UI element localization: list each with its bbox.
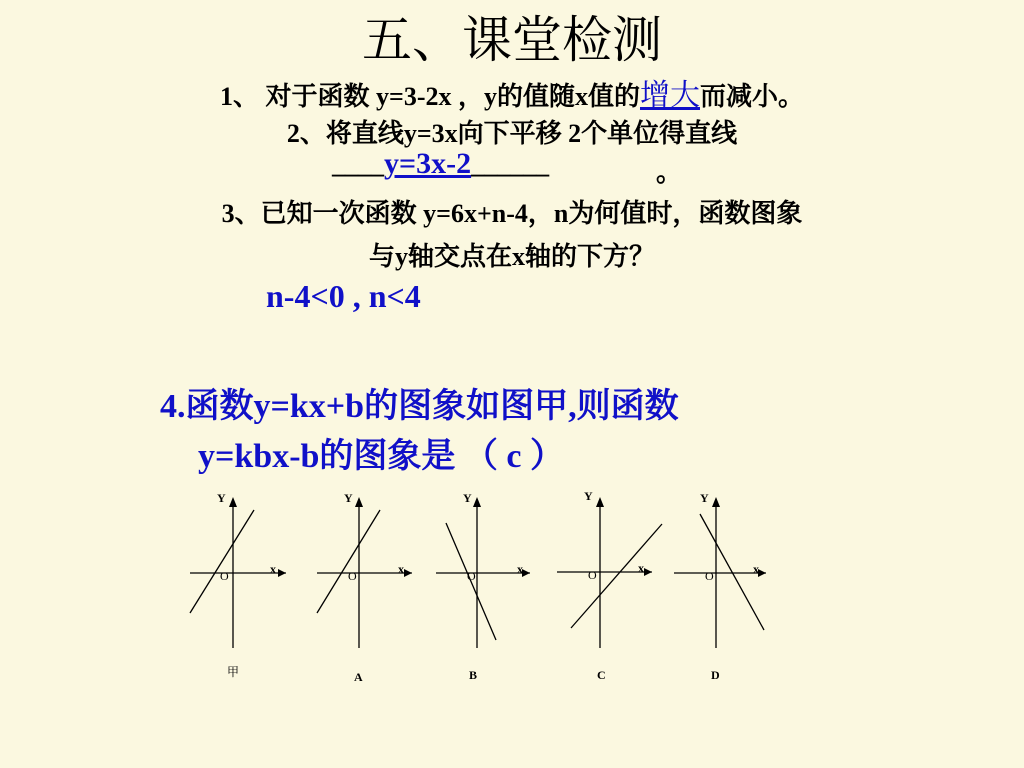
graph-a-origin-label: O	[348, 569, 357, 583]
graph-c-x-label: x	[638, 561, 644, 575]
graph-a	[317, 505, 412, 648]
question-4-line2: y=kbx-b的图象是 （ c ）	[198, 438, 565, 475]
graph-jia	[190, 505, 286, 648]
graph-b-x-label: x	[517, 562, 523, 576]
question-1	[0, 70, 1024, 114]
graph-a-line	[317, 510, 380, 613]
graph-jia-y-label: Y	[217, 491, 226, 505]
graph-jia-x-label: x	[270, 562, 276, 576]
question-4-line1: 4.函数y=kx+b的图象如图甲,则函数	[160, 388, 679, 425]
graph-c-caption: C	[597, 668, 606, 682]
graph-d-caption: D	[711, 668, 720, 682]
question-1-answer: 增大	[639, 79, 700, 112]
graph-d-y-label: Y	[700, 491, 709, 505]
question-3-answer: n-4<0 , n<4	[266, 278, 421, 314]
graph-d-x-label: x	[753, 562, 759, 576]
question-2-blank	[332, 147, 549, 181]
page-title: 五、课堂检测	[362, 12, 662, 68]
question-2-answer: y=3x-2	[384, 147, 472, 180]
graph-b	[436, 505, 530, 648]
graph-a-x-label: x	[398, 562, 404, 576]
graph-c-line	[571, 524, 662, 628]
graph-b-origin-label: O	[467, 569, 476, 583]
graphs-figure	[0, 480, 1024, 700]
question-1-text: 1、 对于函数 y=3-2x ，y的值随x值的	[220, 82, 640, 111]
question-2-blank-left: ____	[332, 150, 384, 179]
graph-jia-origin-label: O	[220, 569, 229, 583]
question-2-blank-right: ______	[471, 150, 550, 179]
graph-c-y-label: Y	[584, 489, 593, 503]
question-3-line1: 3、已知一次函数 y=6x+n-4，n为何值时，函数图象	[221, 199, 803, 228]
graph-c-origin-label: O	[588, 568, 597, 582]
graph-c	[557, 505, 662, 648]
question-3-line2: 与y轴交点在x轴的下方？	[368, 242, 655, 271]
graph-d-origin-label: O	[705, 569, 714, 583]
question-2-line1: 2、将直线y=3x向下平移 2个单位得直线	[286, 119, 738, 148]
graph-d	[674, 505, 766, 648]
graph-jia-caption: 甲	[227, 665, 240, 679]
graph-a-y-label: Y	[344, 491, 353, 505]
question-2-end: 。	[656, 158, 683, 187]
question-1-suffix: 而减小。	[699, 82, 804, 111]
graph-b-caption: B	[469, 668, 478, 682]
graph-jia-line	[190, 510, 254, 613]
graph-a-caption: A	[354, 670, 363, 684]
graph-b-y-label: Y	[463, 491, 472, 505]
